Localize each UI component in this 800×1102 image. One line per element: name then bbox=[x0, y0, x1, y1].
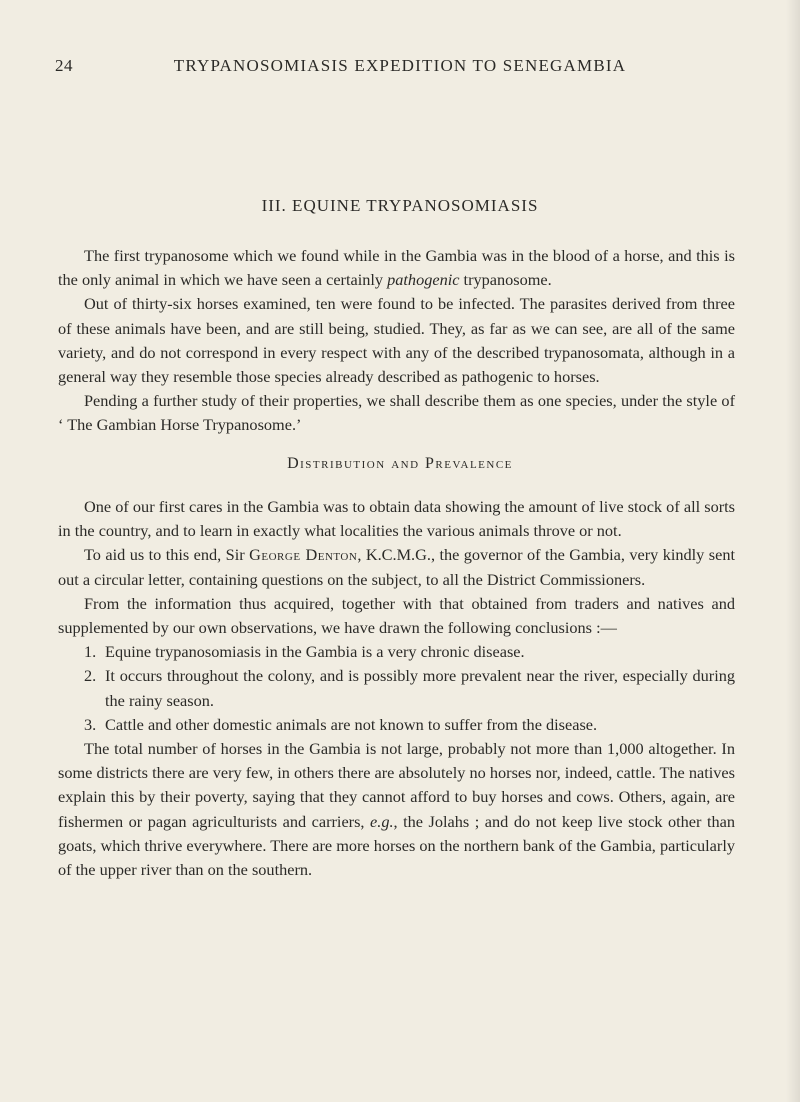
emphasis-text: e.g. bbox=[370, 811, 394, 831]
list-item bbox=[58, 640, 735, 664]
paragraph-text: , the Jolahs ; and do not keep live stock other than goats, which thrive everywhere. There are more horses on the northern bank of the Gambia, particularly of the upper river than on the southern. bbox=[58, 811, 735, 880]
list-text: It occurs throughout the colony, and is possibly more prevalent near the river, especially during the rainy season. bbox=[105, 666, 735, 710]
list-number: 1. bbox=[84, 642, 97, 662]
paragraph-text: trypanosome. bbox=[459, 270, 552, 290]
section-title: III. EQUINE TRYPANOSOMIASIS bbox=[261, 196, 539, 215]
emphasis-text: pathogenic bbox=[387, 270, 460, 290]
conclusions-list bbox=[58, 640, 735, 737]
paragraph-text: The first trypanosome which we found while in the Gambia was in the blood of a horse, and this is the only animal in which we have seen a certainly bbox=[58, 246, 735, 290]
paragraph bbox=[58, 244, 735, 292]
list-number: 3. bbox=[84, 714, 97, 734]
list-number: 2. bbox=[84, 666, 97, 686]
distribution-paragraphs bbox=[58, 495, 735, 882]
paragraph: From the information thus acquired, together with that obtained from traders and natives and supplemented by our own observations, we have drawn the following conclusions :— bbox=[58, 593, 735, 638]
person-name: George Denton bbox=[249, 545, 358, 565]
page-edge-shadow bbox=[786, 0, 800, 1102]
paragraph: Pending a further study of their properties, we shall describe them as one species, under the style of ‘ The Gambian Horse Trypanosome.’ bbox=[58, 391, 735, 435]
list-item bbox=[58, 664, 735, 712]
paragraph-text: , K.C.M.G., the governor of the Gambia, very kindly sent out a circular letter, containing questions on the subject, to all the District Commissioners. bbox=[58, 545, 735, 589]
paragraph-text: To aid us to this end, Sir bbox=[84, 545, 250, 565]
paragraph-text: The total number of horses in the Gambia is not large, probably not more than 1,000 altogether. In some districts there are very few, in others there are absolutely no horses nor, indeed, cattle. The natives explain this by their poverty, saying that they cannot afford to buy horses and cows. Others, again, are fishermen or pagan agriculturists and carriers, bbox=[58, 739, 735, 831]
list-text: Cattle and other domestic animals are not known to suffer from the disease. bbox=[105, 714, 598, 734]
paragraph bbox=[58, 737, 735, 882]
list-item bbox=[58, 713, 735, 737]
page-header bbox=[55, 56, 745, 80]
subsection-title: Distribution and Prevalence bbox=[287, 455, 513, 472]
list-text: Equine trypanosomiasis in the Gambia is a very chronic disease. bbox=[105, 642, 525, 662]
paragraph bbox=[58, 543, 735, 591]
intro-paragraphs bbox=[58, 244, 735, 438]
paragraph: Out of thirty-six horses examined, ten were found to be infected. The parasites derived from three of these animals have been, and are still being, studied. They, as far as we can see, are all of the same variety, and do not correspond in every respect with any of the described trypanosomata, although in a general way they resemble those species already described as pathogenic to horses. bbox=[58, 294, 735, 387]
page-number: 24 bbox=[55, 56, 73, 75]
paragraph: One of our first cares in the Gambia was to obtain data showing the amount of live stock of all sorts in the country, and to learn in exactly what localities the various animals throve or not. bbox=[58, 497, 735, 541]
running-head: TRYPANOSOMIASIS EXPEDITION TO SENEGAMBIA bbox=[173, 56, 627, 75]
